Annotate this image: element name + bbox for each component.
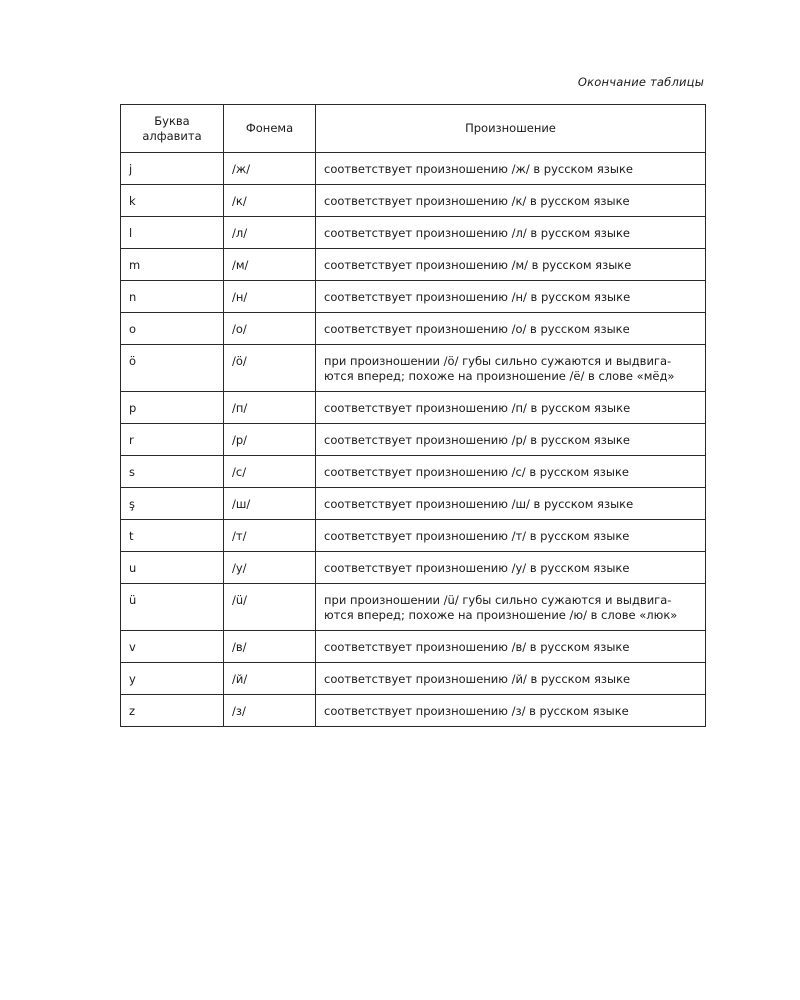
cell-letter: z <box>121 695 224 727</box>
cell-letter: r <box>121 424 224 456</box>
cell-phoneme: /з/ <box>224 695 316 727</box>
cell-phoneme: /у/ <box>224 552 316 584</box>
table-row <box>121 249 706 281</box>
header-letter: Буква алфавита <box>121 105 224 153</box>
cell-pronunciation: соответствует произношению /н/ в русском языке <box>316 281 706 313</box>
cell-letter: l <box>121 217 224 249</box>
cell-phoneme: /ж/ <box>224 153 316 185</box>
cell-phoneme: /л/ <box>224 217 316 249</box>
cell-letter: ö <box>121 345 224 392</box>
header-pronunciation: Произношение <box>316 105 706 153</box>
cell-pronunciation: при произношении /ü/ губы сильно сужаются и выдвига-ются вперед; похоже на произношение /ю/ в слове «люк» <box>316 584 706 631</box>
cell-letter: n <box>121 281 224 313</box>
cell-letter: s <box>121 456 224 488</box>
cell-phoneme: /м/ <box>224 249 316 281</box>
table-row <box>121 456 706 488</box>
cell-pronunciation: соответствует произношению /л/ в русском языке <box>316 217 706 249</box>
table-row <box>121 281 706 313</box>
cell-phoneme: /й/ <box>224 663 316 695</box>
table-row <box>121 153 706 185</box>
table-row <box>121 695 706 727</box>
cell-pronunciation: соответствует произношению /с/ в русском языке <box>316 456 706 488</box>
cell-pronunciation: соответствует произношению /к/ в русском языке <box>316 185 706 217</box>
table-header-row <box>121 105 706 153</box>
cell-letter: j <box>121 153 224 185</box>
table-row <box>121 392 706 424</box>
cell-pronunciation: соответствует произношению /т/ в русском языке <box>316 520 706 552</box>
table-row <box>121 313 706 345</box>
table-row <box>121 488 706 520</box>
cell-letter: t <box>121 520 224 552</box>
cell-phoneme: /н/ <box>224 281 316 313</box>
cell-pronunciation: соответствует произношению /з/ в русском языке <box>316 695 706 727</box>
cell-phoneme: /р/ <box>224 424 316 456</box>
table-caption: Окончание таблицы <box>577 75 704 89</box>
cell-pronunciation: соответствует произношению /й/ в русском языке <box>316 663 706 695</box>
table-row <box>121 663 706 695</box>
table-row <box>121 345 706 392</box>
cell-phoneme: /ш/ <box>224 488 316 520</box>
cell-letter: o <box>121 313 224 345</box>
cell-letter: m <box>121 249 224 281</box>
cell-letter: p <box>121 392 224 424</box>
cell-pronunciation: соответствует произношению /р/ в русском языке <box>316 424 706 456</box>
cell-phoneme: /с/ <box>224 456 316 488</box>
table-row <box>121 424 706 456</box>
phoneme-table <box>120 104 706 727</box>
cell-phoneme: /ö/ <box>224 345 316 392</box>
cell-pronunciation: соответствует произношению /ж/ в русском языке <box>316 153 706 185</box>
table-row <box>121 217 706 249</box>
cell-phoneme: /к/ <box>224 185 316 217</box>
table-row <box>121 631 706 663</box>
cell-phoneme: /о/ <box>224 313 316 345</box>
cell-letter: ü <box>121 584 224 631</box>
cell-letter: ş <box>121 488 224 520</box>
cell-letter: k <box>121 185 224 217</box>
cell-phoneme: /ü/ <box>224 584 316 631</box>
table-row <box>121 520 706 552</box>
cell-pronunciation: соответствует произношению /о/ в русском языке <box>316 313 706 345</box>
cell-pronunciation: соответствует произношению /ш/ в русском языке <box>316 488 706 520</box>
cell-pronunciation: соответствует произношению /в/ в русском языке <box>316 631 706 663</box>
table-row <box>121 552 706 584</box>
cell-letter: v <box>121 631 224 663</box>
cell-letter: y <box>121 663 224 695</box>
cell-letter: u <box>121 552 224 584</box>
cell-pronunciation: соответствует произношению /м/ в русском языке <box>316 249 706 281</box>
cell-pronunciation: при произношении /ö/ губы сильно сужаются и выдвига-ются вперед; похоже на произношение /ё/ в слове «мёд» <box>316 345 706 392</box>
table-row <box>121 185 706 217</box>
cell-phoneme: /т/ <box>224 520 316 552</box>
cell-pronunciation: соответствует произношению /у/ в русском языке <box>316 552 706 584</box>
cell-pronunciation: соответствует произношению /п/ в русском языке <box>316 392 706 424</box>
cell-phoneme: /в/ <box>224 631 316 663</box>
cell-phoneme: /п/ <box>224 392 316 424</box>
table-row <box>121 584 706 631</box>
header-phoneme: Фонема <box>224 105 316 153</box>
